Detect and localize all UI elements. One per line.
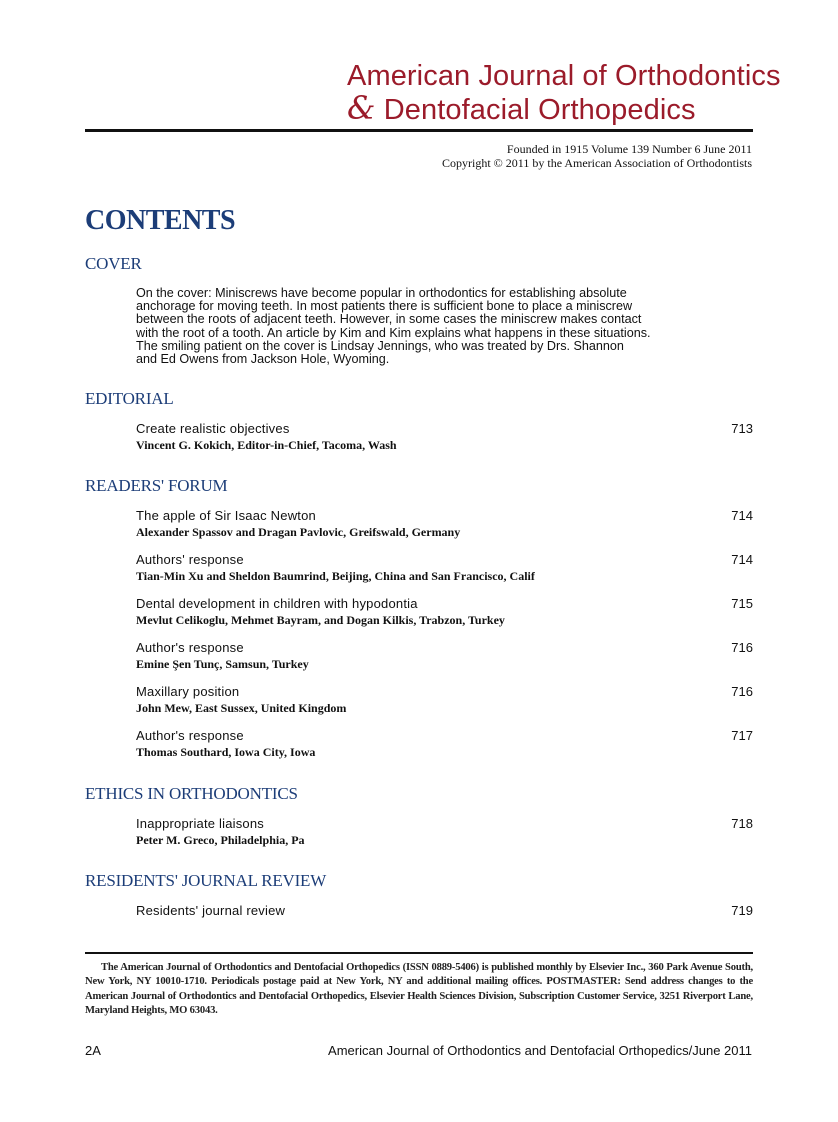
ampersand-logo: & [347, 89, 376, 127]
page-number: 2A [85, 1043, 101, 1058]
entry-authors: Thomas Southard, Iowa City, Iowa [136, 745, 316, 759]
entry-page-number[interactable]: 717 [731, 728, 753, 743]
toc-entry[interactable] [136, 684, 753, 716]
entry-title[interactable]: The apple of Sir Isaac Newton [136, 508, 316, 523]
entry-page-number[interactable]: 716 [731, 684, 753, 699]
journal-title-line2 [347, 89, 696, 127]
entry-page-number[interactable]: 714 [731, 552, 753, 567]
toc-entry[interactable] [136, 640, 753, 672]
cover-line: between the roots of adjacent teeth. However, in some cases the miniscrew makes contact [136, 312, 642, 327]
toc-entry[interactable] [136, 596, 753, 628]
running-footer: American Journal of Orthodontics and Dentofacial Orthopedics/June 2011 [328, 1043, 752, 1058]
founded-line: Founded in 1915 Volume 139 Number 6 June 2011 [506, 142, 752, 156]
cover-line: and Ed Owens from Jackson Hole, Wyoming. [136, 352, 390, 367]
footer-rule [85, 952, 753, 954]
entry-authors: Tian-Min Xu and Sheldon Baumrind, Beijing, China and San Francisco, Calif [136, 569, 535, 583]
entry-authors: Alexander Spassov and Dragan Pavlovic, Greifswald, Germany [136, 525, 461, 539]
section-heading-cover: COVER [85, 254, 142, 273]
toc-entry[interactable] [136, 508, 753, 540]
entry-authors: John Mew, East Sussex, United Kingdom [136, 701, 347, 715]
entry-page-number[interactable]: 716 [731, 640, 753, 655]
cover-line: with the root of a tooth. An article by Kim and Kim explains what happens in these situations. [136, 325, 651, 340]
entry-authors: Mevlut Celikoglu, Mehmet Bayram, and Dogan Kilkis, Trabzon, Turkey [136, 613, 505, 627]
publication-note: The American Journal of Orthodontics and Dentofacial Orthopedics (ISSN 0889-5406) is published monthly by Elsevier Inc., 360 Park Avenue South, New York, NY 10010-1710. Periodicals postage paid at New York, NY and additional mailing offices. POSTMASTER: Send address changes to the American Journal of Orthodontics and Dentofacial Orthopedics, Elsevier Health Sciences Division, Subscription Customer Service, 3251 Riverport Lane, Maryland Heights, MO 63043. [85, 962, 753, 1016]
entry-page-number[interactable]: 715 [731, 596, 753, 611]
cover-line: On the cover: Miniscrews have become popular in orthodontics for establishing absolute [136, 286, 627, 300]
section-heading: EDITORIAL [85, 389, 174, 408]
contents-heading: CONTENTS [85, 205, 236, 236]
journal-title-line1: American Journal of Orthodontics [347, 60, 781, 92]
cover-line: The smiling patient on the cover is Lindsay Jennings, who was treated by Drs. Shannon [136, 338, 624, 353]
entry-title[interactable]: Dental development in children with hypodontia [136, 596, 418, 611]
entry-authors: Peter M. Greco, Philadelphia, Pa [136, 833, 305, 847]
entry-page-number[interactable]: 714 [731, 508, 753, 523]
section-heading: ETHICS IN ORTHODONTICS [85, 784, 298, 803]
cover-description [136, 287, 696, 366]
header-rule [85, 129, 753, 132]
entry-authors: Vincent G. Kokich, Editor-in-Chief, Tacoma, Wash [136, 438, 397, 452]
toc-entry[interactable] [136, 552, 753, 584]
journal-title-line2-text: Dentofacial Orthopedics [383, 94, 696, 126]
toc-entry[interactable] [136, 816, 753, 848]
entry-page-number[interactable]: 718 [731, 816, 753, 831]
cover-line: anchorage for moving teeth. In most patients there is sufficient bone to place a miniscrew [136, 299, 633, 314]
toc-entry[interactable] [136, 903, 753, 919]
entry-page-number[interactable]: 713 [731, 421, 753, 436]
entry-title[interactable]: Inappropriate liaisons [136, 816, 264, 831]
entry-title[interactable]: Author's response [136, 640, 244, 655]
section-heading: RESIDENTS' JOURNAL REVIEW [85, 871, 327, 890]
toc-entry[interactable] [136, 728, 753, 760]
toc-entry[interactable] [136, 421, 753, 453]
entry-title[interactable]: Residents' journal review [136, 903, 286, 918]
entry-title[interactable]: Author's response [136, 728, 244, 743]
copyright-line: Copyright © 2011 by the American Association of Orthodontists [442, 156, 752, 170]
entry-title[interactable]: Create realistic objectives [136, 421, 290, 436]
entry-title[interactable]: Authors' response [136, 552, 244, 567]
entry-title[interactable]: Maxillary position [136, 684, 240, 699]
entry-authors: Emine Şen Tunç, Samsun, Turkey [136, 657, 309, 671]
section-heading: READERS' FORUM [85, 476, 228, 495]
entry-page-number[interactable]: 719 [731, 903, 753, 918]
